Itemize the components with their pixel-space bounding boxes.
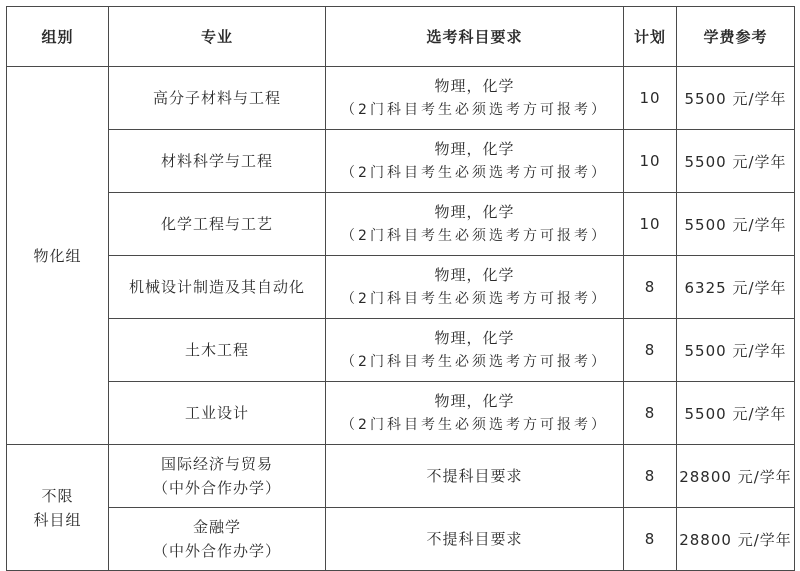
header-group: 组别 [7, 7, 109, 67]
group-name-line: 不限 [41, 486, 74, 505]
major-cell [109, 508, 326, 571]
table-row [7, 445, 795, 508]
subject-requirement-line: （2门科目考生必须选考方可报考） [341, 102, 608, 118]
plan-cell: 8 [624, 256, 677, 319]
major-cell [109, 319, 326, 382]
tuition-cell: 28800 元/学年 [677, 508, 795, 571]
plan-cell: 10 [624, 67, 677, 130]
major-name-line: 材料科学与工程 [160, 152, 273, 170]
table-row [7, 130, 795, 193]
subject-requirement-line: 物理，化学 [434, 329, 515, 347]
header-subject-requirement: 选考科目要求 [326, 7, 624, 67]
major-cell [109, 256, 326, 319]
subject-requirement-cell [326, 319, 624, 382]
header-plan: 计划 [624, 7, 677, 67]
tuition-cell: 5500 元/学年 [677, 193, 795, 256]
subject-requirement-line: 不提科目要求 [426, 530, 523, 548]
major-name-line: （中外合作办学） [152, 479, 281, 497]
subject-requirement-line: （2门科目考生必须选考方可报考） [341, 354, 608, 370]
subject-requirement-line: 不提科目要求 [426, 467, 523, 485]
major-name-line: 国际经济与贸易 [160, 455, 273, 473]
major-cell [109, 382, 326, 445]
plan-cell: 8 [624, 319, 677, 382]
group-cell [7, 67, 109, 445]
table-row [7, 193, 795, 256]
subject-requirement-cell [326, 508, 624, 571]
subject-requirement-line: 物理，化学 [434, 266, 515, 284]
subject-requirement-line: （2门科目考生必须选考方可报考） [341, 165, 608, 181]
major-name-line: 机械设计制造及其自动化 [128, 278, 305, 296]
major-name-line: 土木工程 [184, 341, 249, 359]
tuition-cell: 5500 元/学年 [677, 382, 795, 445]
subject-requirement-line: （2门科目考生必须选考方可报考） [341, 228, 608, 244]
major-name-line: 高分子材料与工程 [152, 89, 281, 107]
tuition-cell: 6325 元/学年 [677, 256, 795, 319]
table-row [7, 508, 795, 571]
major-name-line: 金融学 [192, 518, 241, 536]
plan-cell: 8 [624, 508, 677, 571]
tuition-cell: 28800 元/学年 [677, 445, 795, 508]
subject-requirement-cell [326, 67, 624, 130]
major-name-line: 化学工程与工艺 [160, 215, 273, 233]
subject-requirement-line: 物理，化学 [434, 77, 515, 95]
subject-requirement-cell [326, 130, 624, 193]
table-row [7, 67, 795, 130]
header-major: 专业 [109, 7, 326, 67]
major-cell [109, 193, 326, 256]
tuition-cell: 5500 元/学年 [677, 67, 795, 130]
tuition-cell: 5500 元/学年 [677, 319, 795, 382]
plan-cell: 8 [624, 445, 677, 508]
subject-requirement-line: 物理，化学 [434, 203, 515, 221]
major-cell [109, 130, 326, 193]
subject-requirement-line: （2门科目考生必须选考方可报考） [341, 291, 608, 307]
table-row [7, 382, 795, 445]
group-name-line: 物化组 [33, 246, 82, 265]
group-cell [7, 445, 109, 571]
table-row [7, 319, 795, 382]
major-name-line: 工业设计 [184, 404, 249, 422]
subject-requirement-cell [326, 256, 624, 319]
table-header-row [7, 7, 795, 67]
subject-requirement-line: 物理，化学 [434, 392, 515, 410]
subject-requirement-line: （2门科目考生必须选考方可报考） [341, 417, 608, 433]
subject-requirement-cell [326, 382, 624, 445]
header-tuition: 学费参考 [677, 7, 795, 67]
subject-requirement-line: 物理，化学 [434, 140, 515, 158]
group-name-line: 科目组 [33, 510, 82, 529]
plan-cell: 8 [624, 382, 677, 445]
plan-cell: 10 [624, 193, 677, 256]
major-cell [109, 445, 326, 508]
subject-requirement-cell [326, 445, 624, 508]
major-cell [109, 67, 326, 130]
enrollment-plan-table [6, 6, 795, 571]
table-row [7, 256, 795, 319]
subject-requirement-cell [326, 193, 624, 256]
tuition-cell: 5500 元/学年 [677, 130, 795, 193]
major-name-line: （中外合作办学） [152, 542, 281, 560]
plan-cell: 10 [624, 130, 677, 193]
